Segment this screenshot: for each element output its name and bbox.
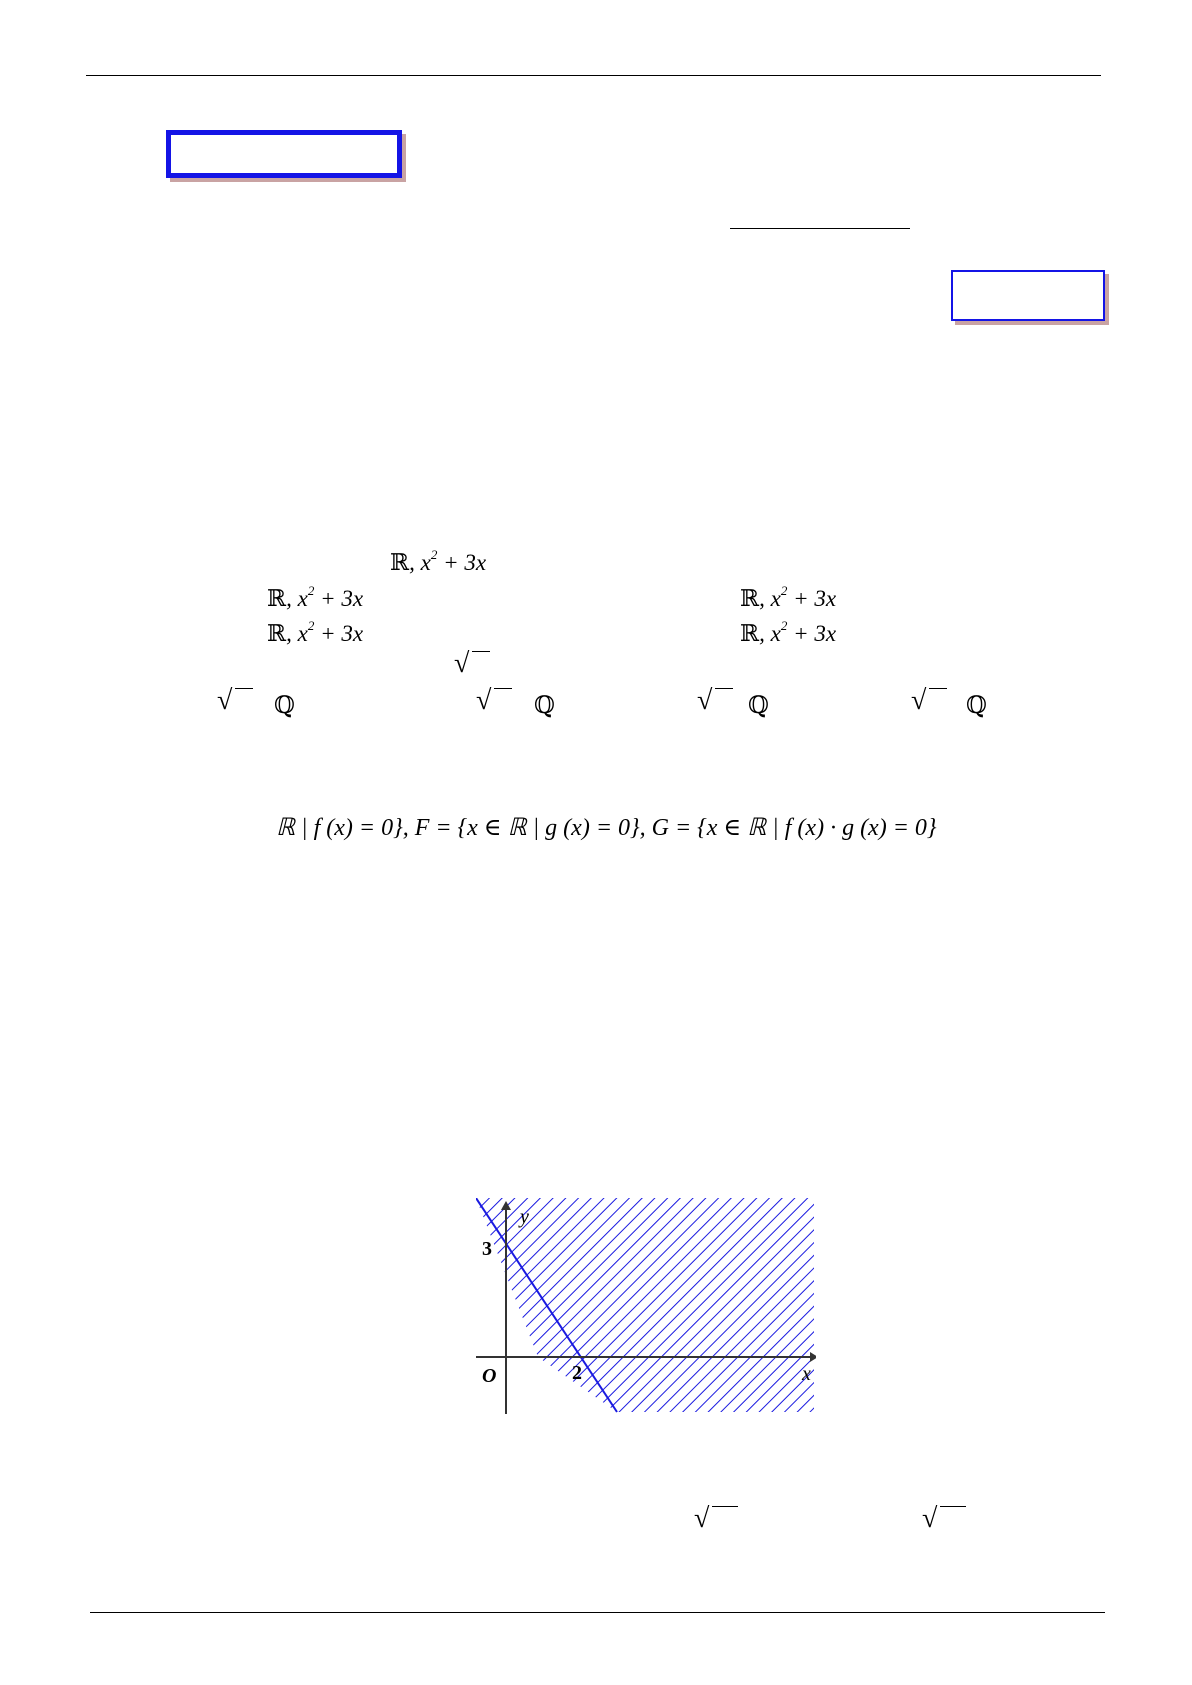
expr-text: , x (409, 550, 431, 575)
answer-blank (730, 228, 910, 229)
section-title-box (166, 130, 402, 178)
sqrt-sign: √ (697, 685, 713, 716)
exponent: 2 (307, 583, 315, 598)
sqrt-sign: √ (694, 1503, 710, 1534)
expr-tail: + 3x (314, 586, 364, 611)
inequality-graph (476, 1198, 816, 1418)
option-c-rationals: ℚ (748, 691, 769, 719)
exponent: 2 (780, 618, 788, 633)
expr-tail: + 3x (787, 621, 837, 646)
option-a-sqrt (217, 687, 232, 715)
expression-b (740, 583, 837, 611)
expr-tail: + 3x (787, 586, 837, 611)
header-rule (86, 75, 1101, 76)
feasible-region (476, 1198, 814, 1412)
reals-symbol: ℝ (740, 586, 760, 611)
exponent: 2 (780, 583, 788, 598)
sqrt-symbol (454, 650, 469, 678)
option-b-rationals: ℚ (534, 691, 555, 719)
x-intercept-label: 2 (572, 1362, 582, 1384)
sqrt-sign: √ (454, 648, 470, 679)
bottom-sqrt-2 (922, 1505, 937, 1533)
sqrt-sign: √ (922, 1503, 938, 1534)
bottom-sqrt-1 (694, 1505, 709, 1533)
expr-tail: + 3x (437, 550, 487, 575)
y-intercept-label: 3 (482, 1238, 492, 1260)
sqrt-sign: √ (476, 685, 492, 716)
exponent: 2 (430, 547, 438, 562)
y-axis-label: y (520, 1206, 529, 1228)
origin-label: O (482, 1365, 497, 1387)
reals-symbol: ℝ (267, 586, 287, 611)
option-b-sqrt (476, 687, 491, 715)
option-d-rationals: ℚ (966, 691, 987, 719)
sqrt-sign: √ (911, 685, 927, 716)
footer-rule (90, 1612, 1105, 1613)
option-d-sqrt (911, 687, 926, 715)
label-box (951, 270, 1105, 321)
exponent: 2 (307, 618, 315, 633)
expr-text: , x (759, 586, 781, 611)
expression-c (267, 618, 364, 646)
expr-text: , x (286, 586, 308, 611)
expr-text: , x (759, 621, 781, 646)
option-c-sqrt (697, 687, 712, 715)
option-a-rationals: ℚ (274, 691, 295, 719)
expr-tail: + 3x (314, 621, 364, 646)
expression-a (267, 583, 364, 611)
sqrt-sign: √ (217, 685, 233, 716)
x-axis-label: x (802, 1363, 811, 1385)
reals-symbol: ℝ (390, 550, 410, 575)
reals-symbol: ℝ (740, 621, 760, 646)
reals-symbol: ℝ (267, 621, 287, 646)
expression-1 (390, 547, 487, 575)
expr-text: , x (286, 621, 308, 646)
expression-d (740, 618, 837, 646)
set-formula: ℝ | f (x) = 0}, F = {x ∈ ℝ | g (x) = 0}, G = {x ∈ ℝ | f (x) · g (x) = 0} (276, 815, 937, 841)
